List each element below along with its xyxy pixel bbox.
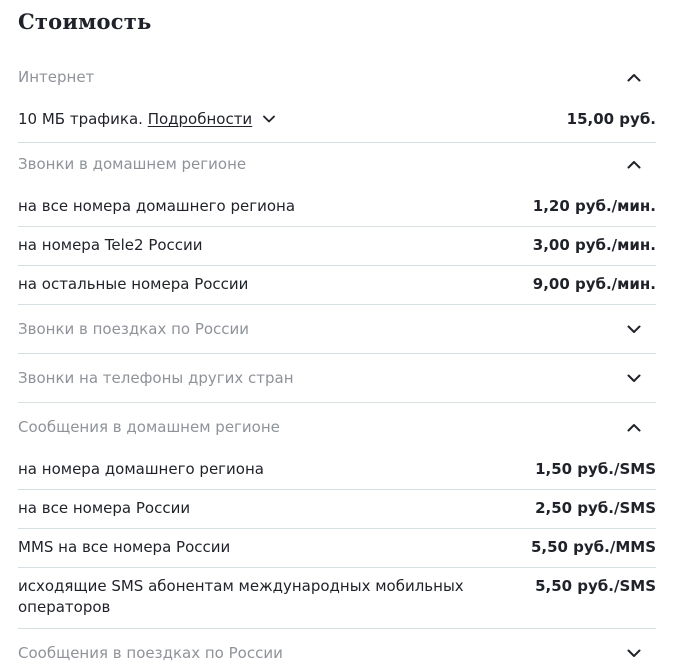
section-label: Звонки в поездках по России bbox=[18, 320, 250, 338]
page-title: Стоимость bbox=[18, 9, 152, 34]
row-price: 9,00 руб./мин. bbox=[532, 275, 656, 293]
list-item bbox=[18, 537, 656, 558]
list-item bbox=[18, 576, 656, 618]
section-label: Сообщения в домашнем регионе bbox=[18, 418, 280, 436]
chevron-up-icon[interactable] bbox=[622, 415, 646, 439]
row-price: 1,50 руб./SMS bbox=[535, 460, 656, 478]
list-item bbox=[18, 196, 656, 217]
row-name: на все номера России bbox=[18, 499, 191, 517]
chevron-down-icon[interactable] bbox=[622, 641, 646, 665]
section-header-home-calls[interactable] bbox=[18, 152, 656, 176]
divider bbox=[18, 567, 656, 568]
row-price: 3,00 руб./мин. bbox=[532, 236, 656, 254]
row-name bbox=[18, 576, 464, 618]
row-price: 5,50 руб./SMS bbox=[535, 577, 656, 595]
row-price: 15,00 руб. bbox=[566, 110, 656, 128]
divider bbox=[18, 528, 656, 529]
divider bbox=[18, 402, 656, 403]
chevron-up-icon[interactable] bbox=[622, 65, 646, 89]
section-header-home-messages[interactable] bbox=[18, 415, 656, 439]
section-header-intl-calls[interactable] bbox=[18, 366, 656, 390]
divider bbox=[18, 304, 656, 305]
section-header-travel-messages[interactable] bbox=[18, 641, 656, 665]
row-name: на все номера домашнего региона bbox=[18, 197, 296, 215]
list-item bbox=[18, 459, 656, 480]
divider bbox=[18, 226, 656, 227]
row-name-line: исходящие SMS абонентам международных мобильных bbox=[18, 577, 464, 595]
row-price: 2,50 руб./SMS bbox=[535, 499, 656, 517]
chevron-down-icon[interactable] bbox=[622, 366, 646, 390]
section-label: Сообщения в поездках по России bbox=[18, 644, 283, 662]
divider bbox=[18, 489, 656, 490]
section-label: Звонки на телефоны других стран bbox=[18, 369, 294, 387]
divider bbox=[18, 628, 656, 629]
details-link[interactable]: Подробности bbox=[147, 110, 253, 128]
row-name bbox=[18, 109, 275, 130]
list-item bbox=[18, 498, 656, 519]
chevron-down-icon[interactable] bbox=[263, 108, 275, 129]
divider bbox=[18, 142, 656, 143]
list-item-internet-traffic bbox=[18, 109, 656, 130]
traffic-text: 10 МБ трафика. bbox=[18, 110, 143, 128]
list-item bbox=[18, 235, 656, 256]
divider bbox=[18, 353, 656, 354]
section-label: Звонки в домашнем регионе bbox=[18, 155, 247, 173]
list-item bbox=[18, 274, 656, 295]
row-price: 1,20 руб./мин. bbox=[532, 197, 656, 215]
chevron-up-icon[interactable] bbox=[622, 152, 646, 176]
row-name: на номера Tele2 России bbox=[18, 236, 203, 254]
row-name: на номера домашнего региона bbox=[18, 460, 264, 478]
divider bbox=[18, 265, 656, 266]
row-name: MMS на все номера России bbox=[18, 538, 231, 556]
section-header-travel-calls[interactable] bbox=[18, 317, 656, 341]
row-name: на остальные номера России bbox=[18, 275, 249, 293]
row-price: 5,50 руб./MMS bbox=[530, 538, 656, 556]
section-label: Интернет bbox=[18, 68, 95, 86]
chevron-down-icon[interactable] bbox=[622, 317, 646, 341]
row-name-line: операторов bbox=[18, 598, 111, 616]
section-header-internet[interactable] bbox=[18, 65, 656, 89]
